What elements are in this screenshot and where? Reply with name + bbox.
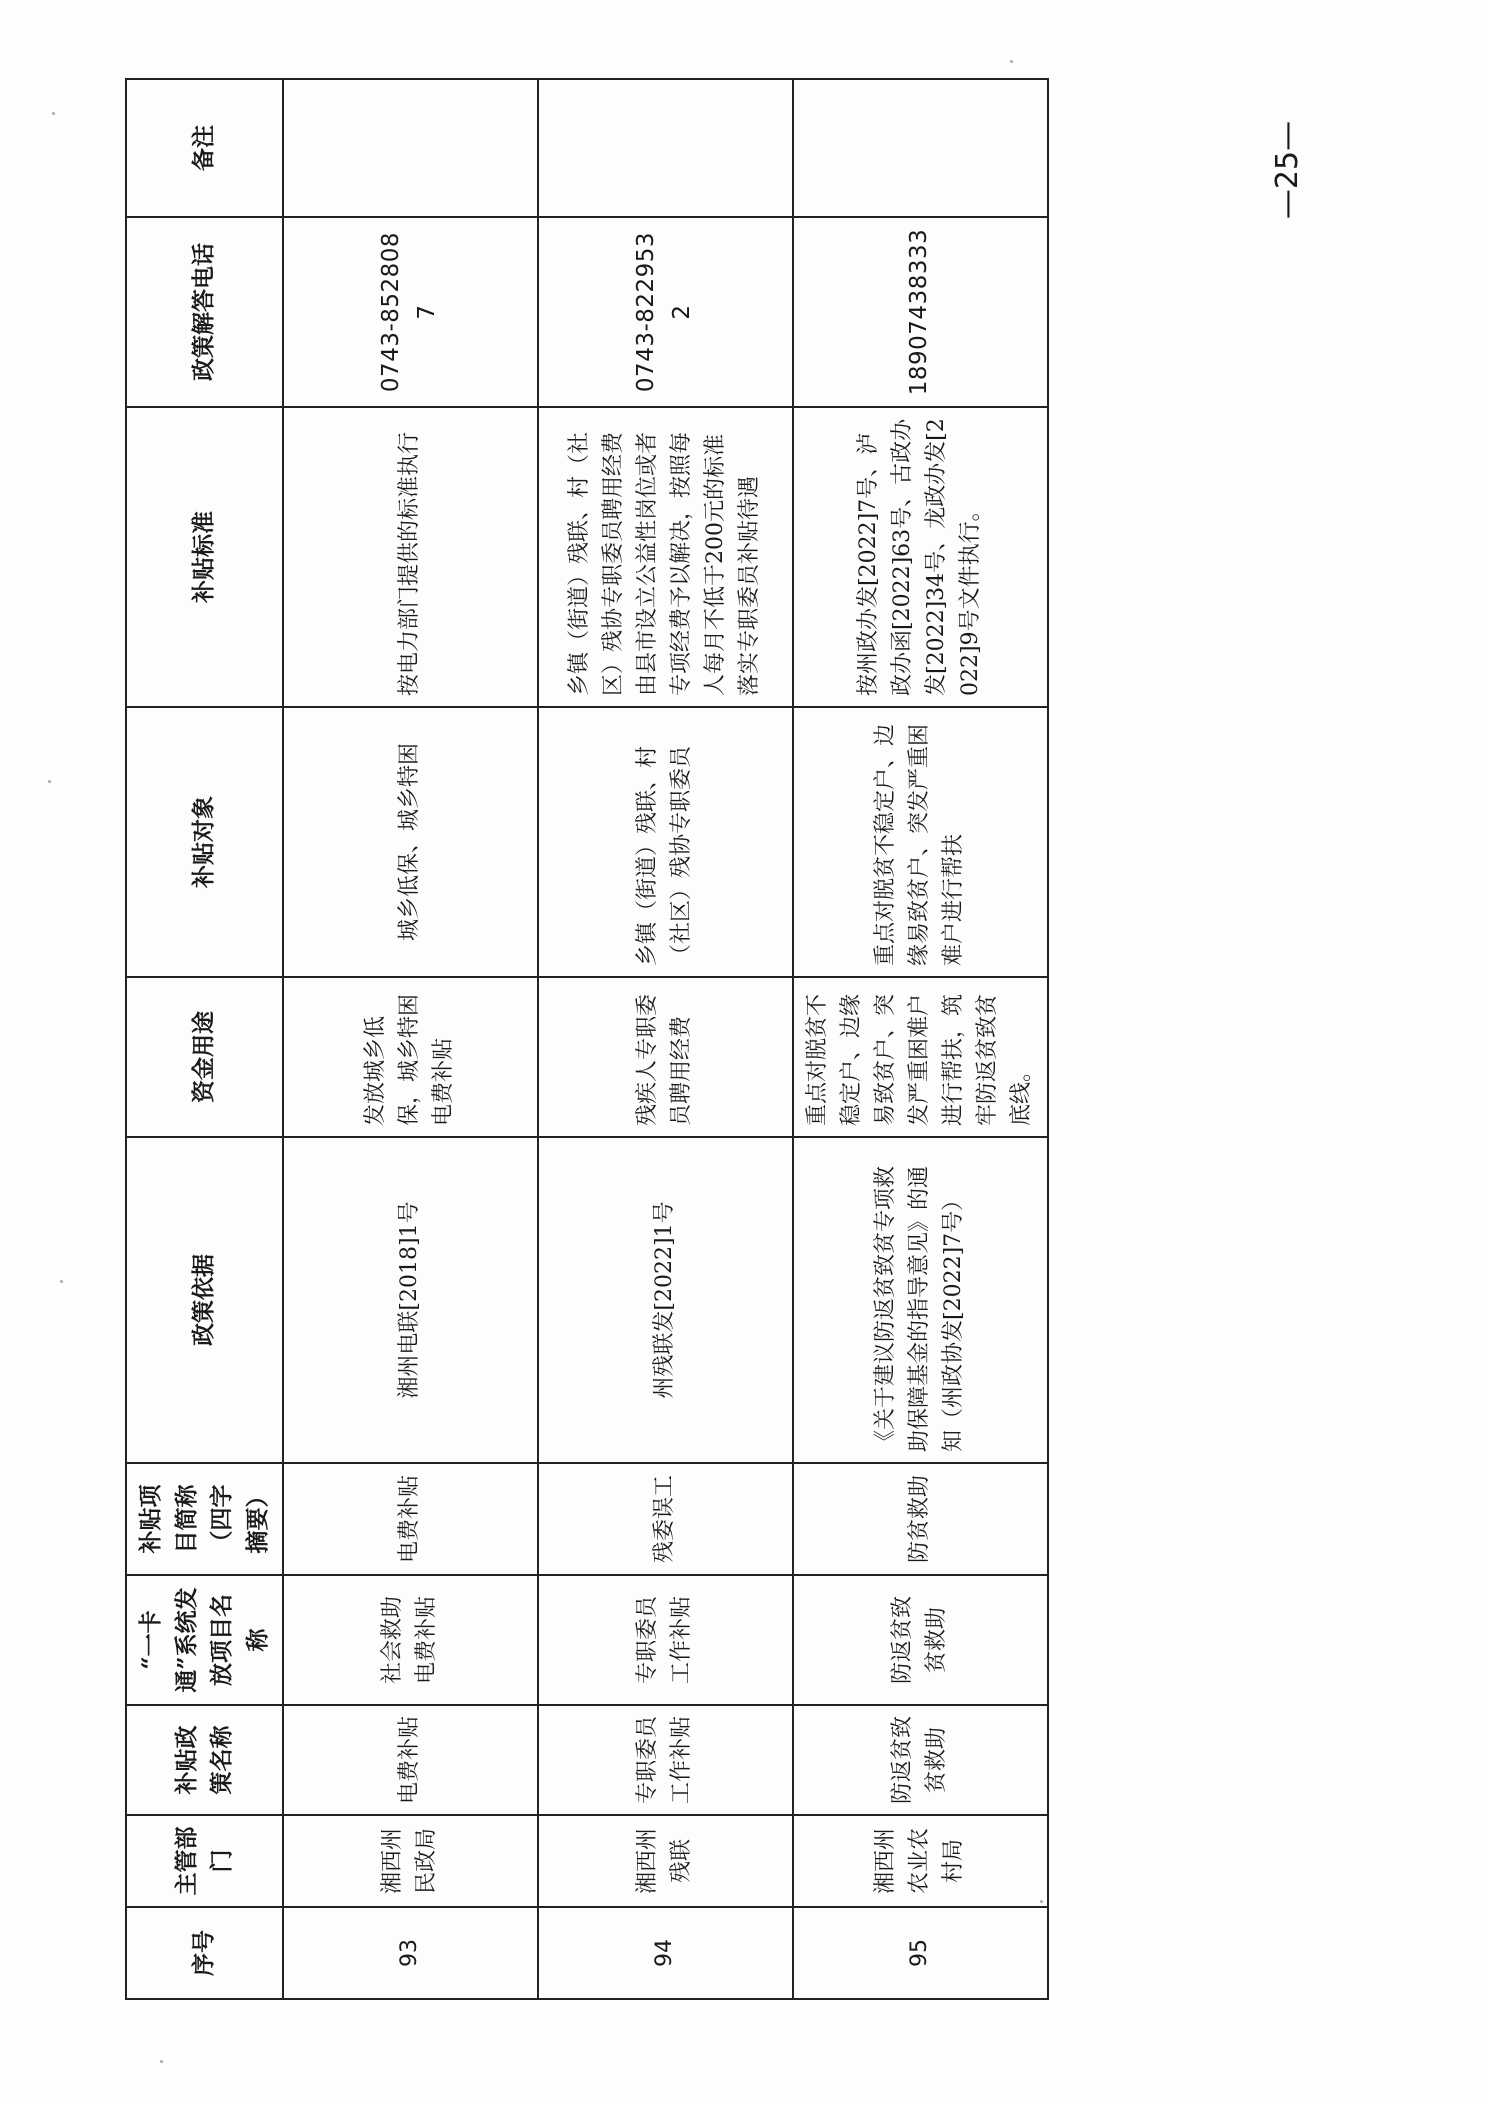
cell-short-name: 防贫救助 <box>793 1463 1048 1575</box>
cell-dept: 湘西州民政局 <box>283 1815 538 1907</box>
cell-short-name: 残委误工 <box>538 1463 793 1575</box>
cell-target: 重点对脱贫不稳定户、边缘易致贫户、突发严重困难户进行帮扶 <box>793 707 1048 977</box>
cell-use: 发放城乡低保，城乡特困电费补贴 <box>283 977 538 1137</box>
cell-dept: 湘西州农业农村局 <box>793 1815 1048 1907</box>
header-dept: 主管部门 <box>126 1815 283 1907</box>
cell-policy-name: 防返贫致贫救助 <box>793 1705 1048 1815</box>
cell-use: 重点对脱贫不稳定户、边缘易致贫户、突发严重困难户进行帮扶，筑牢防返贫致贫底线。 <box>793 977 1048 1137</box>
cell-seq: 95 <box>793 1907 1048 1999</box>
cell-dept: 湘西州残联 <box>538 1815 793 1907</box>
cell-policy-name: 电费补贴 <box>283 1705 538 1815</box>
scan-speck <box>60 1280 63 1283</box>
cell-remark <box>283 79 538 217</box>
cell-phone: 0743-8528087 <box>283 217 538 407</box>
cell-basis: 州残联发[2022]1号 <box>538 1137 793 1463</box>
cell-remark <box>538 79 793 217</box>
cell-seq: 93 <box>283 1907 538 1999</box>
cell-short-name: 电费补贴 <box>283 1463 538 1575</box>
cell-remark <box>793 79 1048 217</box>
cell-phone: 0743-8229532 <box>538 217 793 407</box>
page-number: —25— <box>1270 120 1305 220</box>
header-seq: 序号 <box>126 1907 283 1999</box>
header-policy-name: 补贴政策名称 <box>126 1705 283 1815</box>
cell-standard: 按州政办发[2022]7号、泸政办函[2022]63号、古政办发[2022]34号、龙政办发[2022]9号文件执行。 <box>793 407 1048 707</box>
subsidy-table-rotated <box>125 80 1035 2000</box>
subsidy-table <box>125 78 1049 2000</box>
cell-use: 残疾人专职委员聘用经费 <box>538 977 793 1137</box>
cell-basis: 湘州电联[2018]1号 <box>283 1137 538 1463</box>
cell-standard: 按电力部门提供的标准执行 <box>283 407 538 707</box>
table-row <box>538 79 793 1999</box>
cell-target: 城乡低保、城乡特困 <box>283 707 538 977</box>
cell-seq: 94 <box>538 1907 793 1999</box>
scan-speck <box>1040 1900 1043 1903</box>
cell-card-item: 防返贫致贫救助 <box>793 1575 1048 1705</box>
table-row <box>283 79 538 1999</box>
header-card-item: “一卡通”系统发放项目名称 <box>126 1575 283 1705</box>
scan-speck <box>1010 60 1013 63</box>
table-row <box>793 79 1048 1999</box>
header-short-name: 补贴项目简称（四字摘要） <box>126 1463 283 1575</box>
header-phone: 政策解答电话 <box>126 217 283 407</box>
scan-speck <box>48 780 51 783</box>
scan-speck <box>52 112 55 115</box>
cell-card-item: 社会救助电费补贴 <box>283 1575 538 1705</box>
cell-card-item: 专职委员工作补贴 <box>538 1575 793 1705</box>
header-standard: 补贴标准 <box>126 407 283 707</box>
cell-policy-name: 专职委员工作补贴 <box>538 1705 793 1815</box>
cell-basis: 《关于建议防返贫致贫专项救助保障基金的指导意见》的通知（州政协发[2022]7号） <box>793 1137 1048 1463</box>
header-target: 补贴对象 <box>126 707 283 977</box>
cell-standard: 乡镇（街道）残联、村（社区）残协专职委员聘用经费由县市设立公益性岗位或者专项经费予以解决，按照每人每月不低于200元的标准落实专职委员补贴待遇 <box>538 407 793 707</box>
cell-target: 乡镇（街道）残联、村（社区）残协专职委员 <box>538 707 793 977</box>
cell-phone: 18907438333 <box>793 217 1048 407</box>
header-use: 资金用途 <box>126 977 283 1137</box>
header-basis: 政策依据 <box>126 1137 283 1463</box>
header-remark: 备注 <box>126 79 283 217</box>
scan-speck <box>160 2060 163 2063</box>
table-header-row <box>126 79 283 1999</box>
